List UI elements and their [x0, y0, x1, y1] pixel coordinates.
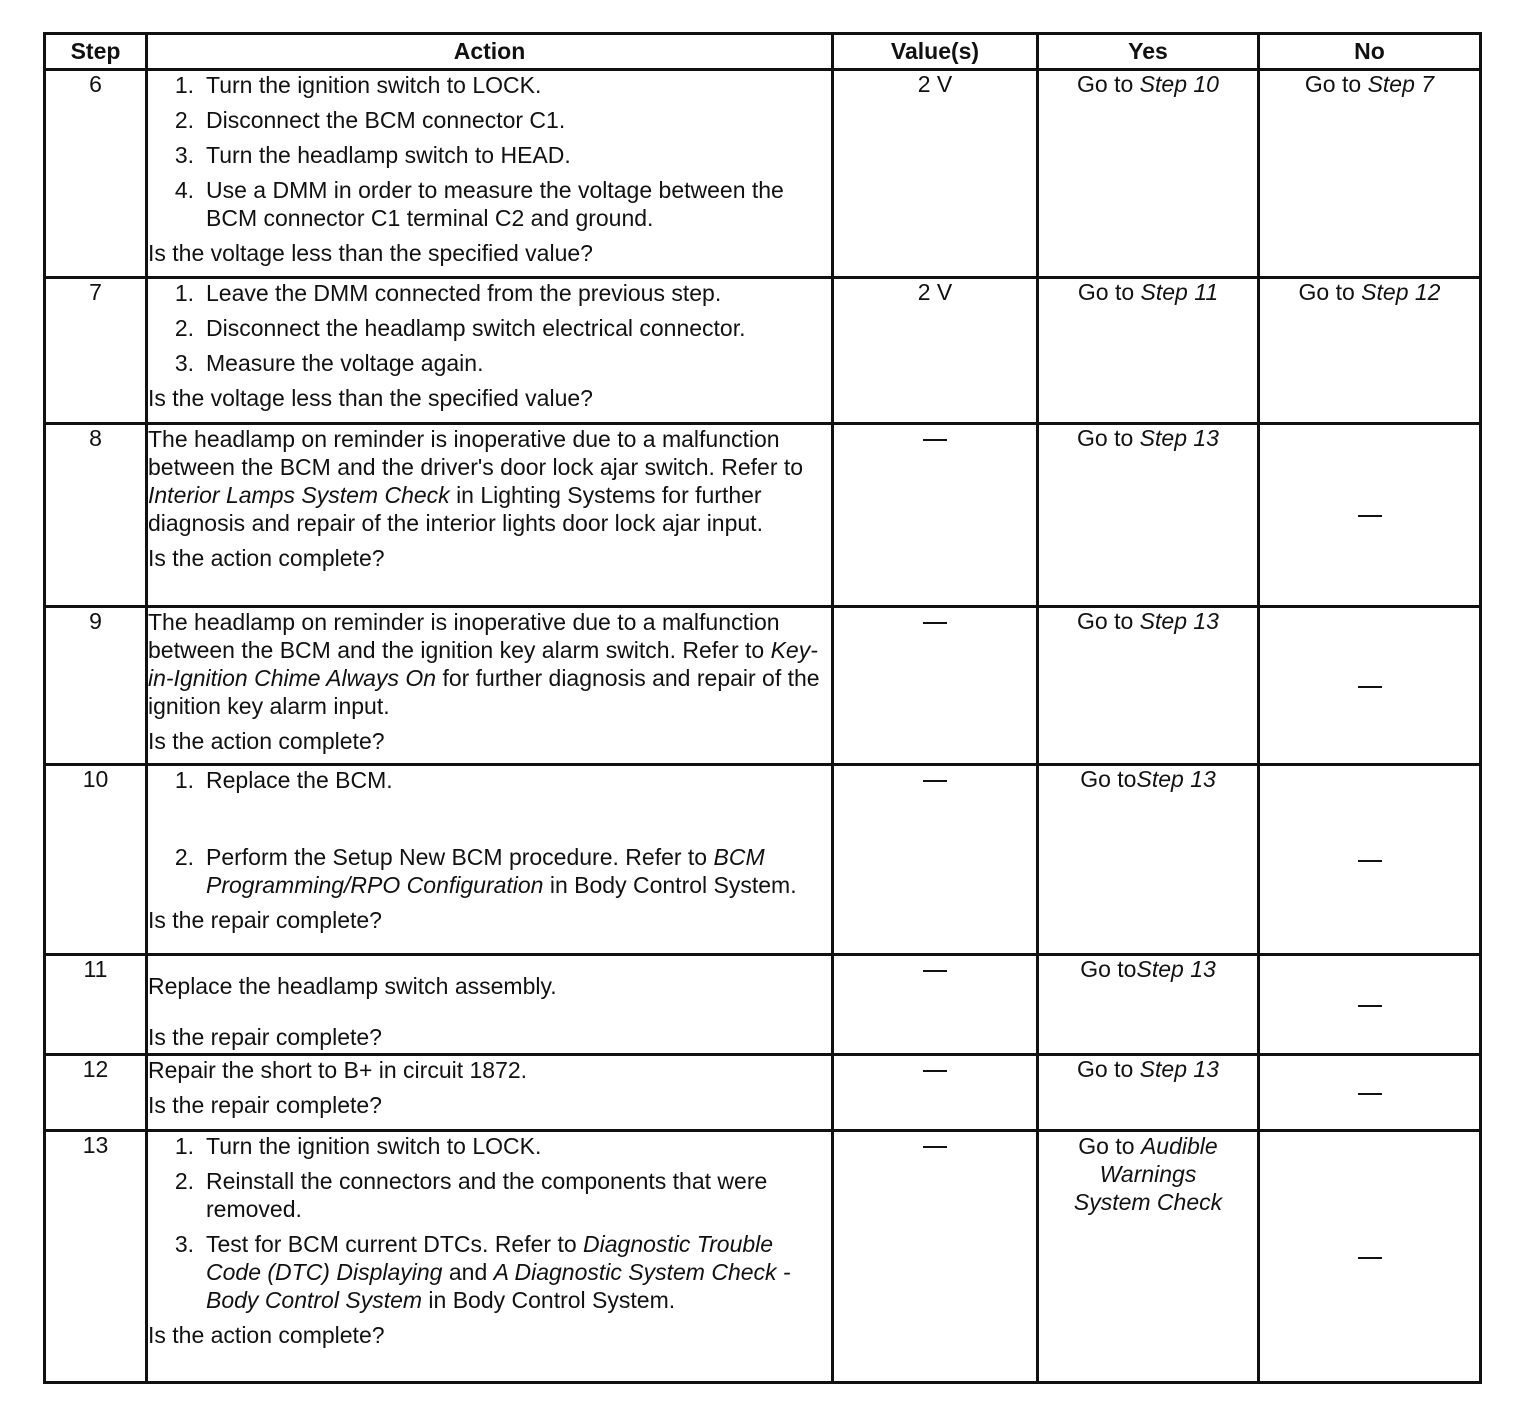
step-reference: Step 13 [1139, 608, 1219, 634]
list-item: 1. Replace the BCM. [174, 767, 393, 793]
step-reference: Step 13 [1139, 1056, 1219, 1082]
question: Is the voltage less than the specified value? [148, 385, 593, 411]
question: Is the action complete? [148, 545, 385, 571]
action-text: Replace the headlamp switch assembly. [148, 973, 557, 999]
table-row [45, 955, 1481, 1055]
question: Is the repair complete? [148, 1092, 382, 1118]
table-row [45, 607, 1481, 765]
header-action: Action [147, 34, 833, 70]
no-cell [1259, 424, 1481, 607]
table-row [45, 70, 1481, 278]
dash-mark [923, 1070, 947, 1072]
no-cell [1259, 765, 1481, 955]
question: Is the action complete? [148, 1322, 385, 1348]
yes-cell: Go toStep 13 [1038, 765, 1259, 955]
action-cell [147, 607, 833, 765]
header-yes: Yes [1038, 34, 1259, 70]
step-number: 9 [45, 607, 147, 765]
action-cell [147, 70, 833, 278]
value-cell: 2 V [833, 278, 1038, 424]
action-text: The headlamp on reminder is inoperative due to a malfunction between the BCM and the ignition key alarm switch. Refer to Key-in-Ignition Chime Always On for further diagnosis and repair of the ignition key alarm input. [148, 609, 820, 719]
value-cell [833, 424, 1038, 607]
yes-cell: Go to Step 13 [1038, 607, 1259, 765]
step-number: 11 [45, 955, 147, 1055]
list-item: 1. Leave the DMM connected from the previous step. [174, 280, 722, 306]
reference-link: BCM Programming/RPO Configuration [206, 844, 765, 898]
header-row [45, 34, 1481, 70]
header-no: No [1259, 34, 1481, 70]
dash-mark [923, 439, 947, 441]
dash-mark [1358, 860, 1382, 862]
reference-link: Interior Lamps System Check [148, 482, 450, 508]
value-cell [833, 955, 1038, 1055]
no-cell: Go to Step 12 [1259, 278, 1481, 424]
action-cell [147, 765, 833, 955]
yes-cell: Go to Step 13 [1038, 1055, 1259, 1131]
list-item: 3. Turn the headlamp switch to HEAD. [174, 142, 571, 168]
table-row [45, 1131, 1481, 1383]
step-reference: Step 7 [1367, 71, 1435, 97]
action-cell [147, 955, 833, 1055]
yes-cell: Go to Step 11 [1038, 278, 1259, 424]
question: Is the repair complete? [148, 1024, 382, 1050]
action-cell [147, 424, 833, 607]
list-item: 1. Turn the ignition switch to LOCK. [174, 1133, 542, 1159]
dash-mark [1358, 686, 1382, 688]
no-cell: Go to Step 7 [1259, 70, 1481, 278]
yes-cell: Go to Audible Warnings System Check [1038, 1131, 1259, 1383]
value-cell [833, 1055, 1038, 1131]
list-item: 2. Perform the Setup New BCM procedure. Refer to BCM Programming/RPO Configuration in Body Control System. [174, 844, 797, 898]
step-number: 10 [45, 765, 147, 955]
reference-link: Diagnostic Trouble Code (DTC) Displaying [206, 1231, 774, 1285]
reference-link: A Diagnostic System Check - Body Control System [206, 1259, 791, 1313]
step-reference: Step 13 [1136, 956, 1216, 982]
value-cell: 2 V [833, 70, 1038, 278]
step-number: 13 [45, 1131, 147, 1383]
list-item: 3. Measure the voltage again. [174, 350, 484, 376]
yes-cell: Go toStep 13 [1038, 955, 1259, 1055]
dash-mark [923, 970, 947, 972]
action-cell [147, 1055, 833, 1131]
dash-mark [923, 780, 947, 782]
yes-cell: Go to Step 10 [1038, 70, 1259, 278]
dash-mark [923, 622, 947, 624]
step-reference: Step 10 [1139, 71, 1219, 97]
table-row [45, 424, 1481, 607]
list-item: 3. Test for BCM current DTCs. Refer to Diagnostic Trouble Code (DTC) Displaying and A Diagnostic System Check - Body Control System in Body Control System. [174, 1231, 791, 1313]
no-cell [1259, 607, 1481, 765]
list-item: 1. Turn the ignition switch to LOCK. [174, 72, 542, 98]
action-text: Repair the short to B+ in circuit 1872. [148, 1057, 528, 1083]
action-text: The headlamp on reminder is inoperative due to a malfunction between the BCM and the driver's door lock ajar switch. Refer to Interior Lamps System Check in Lighting Systems for further diagnosis and repair of the interior lights door lock ajar input. [148, 426, 804, 536]
step-reference: Step 13 [1136, 766, 1216, 792]
step-number: 8 [45, 424, 147, 607]
dash-mark [1358, 1005, 1382, 1007]
list-item: 2. Disconnect the headlamp switch electrical connector. [174, 315, 746, 341]
action-cell [147, 278, 833, 424]
value-cell [833, 1131, 1038, 1383]
list-item: 2. Reinstall the connectors and the components that were removed. [174, 1168, 768, 1222]
no-cell [1259, 1055, 1481, 1131]
yes-cell: Go to Step 13 [1038, 424, 1259, 607]
table-row [45, 765, 1481, 955]
step-number: 12 [45, 1055, 147, 1131]
table-row [45, 278, 1481, 424]
question: Is the action complete? [148, 728, 385, 754]
dash-mark [923, 1146, 947, 1148]
action-cell [147, 1131, 833, 1383]
header-values: Value(s) [833, 34, 1038, 70]
no-cell [1259, 955, 1481, 1055]
dash-mark [1358, 1257, 1382, 1259]
list-item: 2. Disconnect the BCM connector C1. [174, 107, 566, 133]
step-reference: Audible Warnings System Check [1073, 1133, 1223, 1215]
value-cell [833, 765, 1038, 955]
header-step: Step [45, 34, 147, 70]
dash-mark [1358, 1093, 1382, 1095]
step-reference: Step 11 [1140, 279, 1219, 305]
diagnostic-table [43, 32, 1482, 1384]
question: Is the voltage less than the specified value? [148, 240, 593, 266]
reference-link: Key-in-Ignition Chime Always On [148, 637, 818, 691]
table-row [45, 1055, 1481, 1131]
step-number: 6 [45, 70, 147, 278]
step-number: 7 [45, 278, 147, 424]
dash-mark [1358, 515, 1382, 517]
no-cell [1259, 1131, 1481, 1383]
step-reference: Step 12 [1361, 279, 1441, 305]
list-item: 4. Use a DMM in order to measure the voltage between the BCM connector C1 terminal C2 and ground. [174, 177, 784, 231]
question: Is the repair complete? [148, 907, 382, 933]
step-reference: Step 13 [1139, 425, 1219, 451]
value-cell [833, 607, 1038, 765]
